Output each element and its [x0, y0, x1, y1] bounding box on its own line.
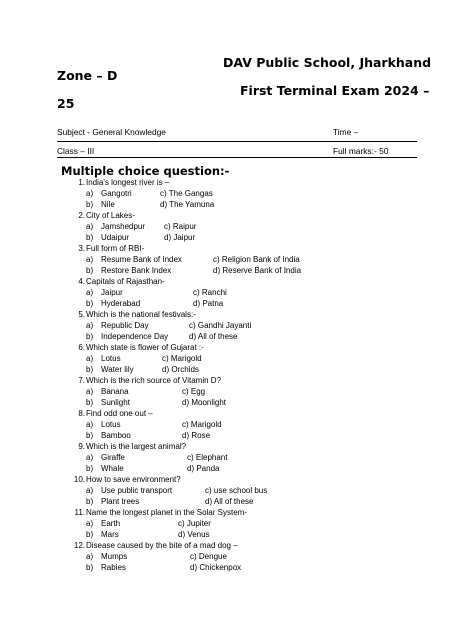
option-c: c) Ranchi [193, 288, 227, 297]
option-row [0, 496, 474, 507]
option-c: c) The Gangas [160, 189, 213, 198]
question-text: Disease caused by the bite of a mad dog – [86, 541, 238, 550]
option-c: c) Jupiter [178, 519, 211, 528]
question [0, 375, 474, 386]
option-letter: b) [86, 266, 94, 275]
question-text: Full form of RBI- [86, 244, 145, 253]
option-row [0, 221, 474, 232]
question-text: How to save environment? [86, 475, 181, 484]
question [0, 408, 474, 419]
option-a: Jaipur [101, 288, 123, 297]
option-row [0, 529, 474, 540]
option-letter: b) [86, 299, 94, 308]
question-list [0, 177, 474, 573]
option-letter: a) [86, 519, 94, 528]
option-letter: b) [86, 497, 94, 506]
question [0, 210, 474, 221]
option-a: Gangotri [101, 189, 132, 198]
option-d: d) Rose [182, 431, 211, 440]
option-b: Whale [101, 464, 124, 473]
option-row [0, 463, 474, 474]
question [0, 309, 474, 320]
option-row [0, 265, 474, 276]
option-b: Restore Bank Index [101, 266, 172, 275]
option-b: Water lily [101, 365, 134, 374]
option-d: d) Chickenpox [190, 563, 242, 572]
question [0, 507, 474, 518]
question-number: 3. [78, 244, 85, 253]
option-letter: b) [86, 464, 94, 473]
option-row [0, 452, 474, 463]
option-row [0, 331, 474, 342]
option-a: Resume Bank of Index [101, 255, 182, 264]
option-d: d) The Yamuna [160, 200, 215, 209]
question-number: 7. [78, 376, 85, 385]
option-b: Plant trees [101, 497, 140, 506]
full-marks-label: Full marks:- 50 [333, 146, 389, 156]
option-row [0, 199, 474, 210]
question-text: Which is the rich source of Vitamin D? [86, 376, 222, 385]
question [0, 276, 474, 287]
option-row [0, 485, 474, 496]
option-letter: b) [86, 398, 94, 407]
option-letter: a) [86, 486, 94, 495]
option-a: Lotus [101, 420, 121, 429]
option-row [0, 518, 474, 529]
option-a: Giraffe [101, 453, 125, 462]
option-letter: a) [86, 420, 94, 429]
option-letter: a) [86, 189, 94, 198]
option-letter: b) [86, 200, 94, 209]
question-number: 4. [78, 277, 85, 286]
option-row [0, 430, 474, 441]
question-number: 11. [74, 508, 85, 517]
option-letter: b) [86, 332, 94, 341]
exam-title: First Terminal Exam 2024 – [240, 83, 430, 98]
option-letter: b) [86, 365, 94, 374]
option-a: Earth [101, 519, 121, 528]
option-b: Udaipur [101, 233, 130, 242]
option-a: Use public transport [101, 486, 173, 495]
question-number: 1. [78, 178, 85, 187]
option-d: d) Panda [187, 464, 220, 473]
question [0, 540, 474, 551]
subject-label: Subject - General Knowledge [57, 127, 166, 137]
question-text: Which is the largest animal? [86, 442, 187, 451]
option-c: c) Marigold [162, 354, 202, 363]
option-b: Bamboo [101, 431, 131, 440]
option-d: d) Orchids [162, 365, 199, 374]
section-title: Multiple choice question:- [61, 164, 230, 178]
question-number: 6. [78, 343, 85, 352]
question [0, 441, 474, 452]
option-letter: a) [86, 288, 94, 297]
header-divider-bottom [57, 157, 417, 158]
option-b: Sunlight [101, 398, 130, 407]
option-row [0, 188, 474, 199]
question [0, 342, 474, 353]
option-d: d) Patna [193, 299, 224, 308]
option-letter: a) [86, 387, 94, 396]
option-a: Lotus [101, 354, 121, 363]
option-a: Mumps [101, 552, 128, 561]
option-row [0, 320, 474, 331]
question-number: 9. [78, 442, 85, 451]
option-letter: a) [86, 354, 94, 363]
option-row [0, 397, 474, 408]
option-b: Nile [101, 200, 115, 209]
question-text: Which state is flower of Gujarat :- [86, 343, 204, 352]
header-divider-top [57, 141, 417, 142]
question-text: Name the longest planet in the Solar System- [86, 508, 247, 517]
option-a: Jamshedpur [101, 222, 146, 231]
option-c: c) Marigold [182, 420, 222, 429]
option-c: c) Dengue [190, 552, 227, 561]
option-letter: a) [86, 453, 94, 462]
question-number: 5. [78, 310, 85, 319]
option-row [0, 254, 474, 265]
question-text: Capitals of Rajasthan- [86, 277, 165, 286]
option-b: Mars [101, 530, 119, 539]
option-d: d) Venus [178, 530, 210, 539]
option-letter: b) [86, 233, 94, 242]
zone-label: Zone – D [57, 68, 118, 83]
question [0, 177, 474, 188]
option-c: c) Raipur [164, 222, 197, 231]
option-d: d) All of these [205, 497, 254, 506]
time-label: Time – [333, 127, 359, 137]
option-letter: a) [86, 255, 94, 264]
option-b: Hyderabad [101, 299, 141, 308]
option-row [0, 353, 474, 364]
option-row [0, 419, 474, 430]
option-d: d) Reserve Bank of India [213, 266, 302, 275]
question-number: 2. [78, 211, 85, 220]
question-number: 12. [73, 541, 85, 550]
question-text: Which is the national festivals:- [86, 310, 196, 319]
option-b: Independence Day [101, 332, 169, 341]
option-d: d) Moonlight [182, 398, 227, 407]
question-number: 8. [78, 409, 85, 418]
option-letter: b) [86, 431, 94, 440]
option-a: Banana [101, 387, 129, 396]
option-d: d) Jaipur [164, 233, 196, 242]
option-c: c) Religion Bank of India [213, 255, 300, 264]
option-row [0, 232, 474, 243]
question [0, 243, 474, 254]
option-c: c) Egg [182, 387, 206, 396]
option-row [0, 551, 474, 562]
exam-year: 25 [57, 96, 75, 111]
option-row [0, 298, 474, 309]
question [0, 474, 474, 485]
option-row [0, 287, 474, 298]
option-row [0, 562, 474, 573]
option-letter: b) [86, 530, 94, 539]
option-d: d) All of these [189, 332, 238, 341]
option-row [0, 364, 474, 375]
option-row [0, 386, 474, 397]
question-text: Find odd one out – [86, 409, 153, 418]
option-letter: b) [86, 563, 94, 572]
question-text: City of Lakes- [86, 211, 135, 220]
question-number: 10. [73, 475, 85, 484]
question-text: India's longest river is – [86, 178, 170, 187]
option-letter: a) [86, 552, 94, 561]
option-b: Rabies [101, 563, 126, 572]
school-name: DAV Public School, Jharkhand [223, 55, 432, 70]
option-c: c) use school bus [205, 486, 268, 495]
option-c: c) Elephant [187, 453, 228, 462]
option-c: c) Gandhi Jayanti [189, 321, 252, 330]
option-letter: a) [86, 222, 94, 231]
option-letter: a) [86, 321, 94, 330]
class-label: Class – III [57, 146, 95, 156]
option-a: Republic Day [101, 321, 149, 330]
